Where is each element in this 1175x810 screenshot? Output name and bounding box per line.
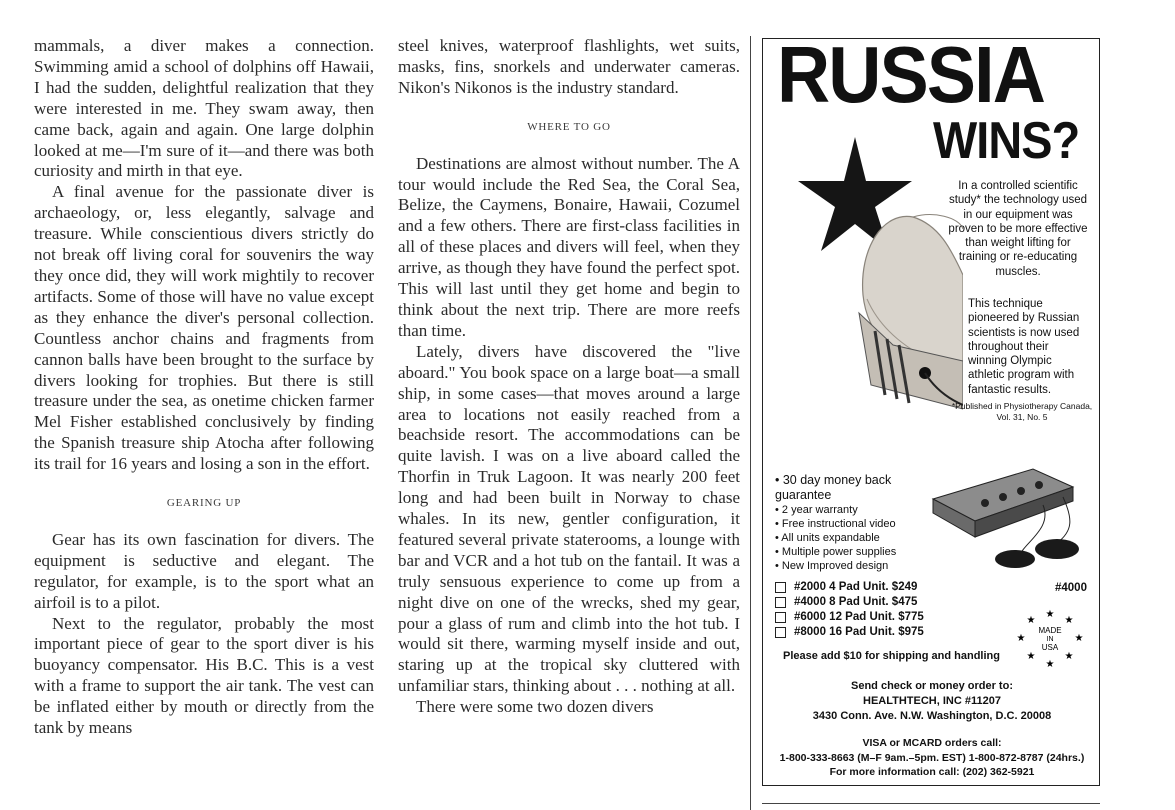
device-photo [923,439,1093,569]
svg-text:★: ★ [1064,615,1074,626]
order-option-label: #8000 16 Pad Unit. $975 [794,626,924,638]
send-line: Send check or money order to: [851,680,1013,692]
svg-text:★: ★ [1045,659,1055,669]
section-heading: WHERE TO GO [527,120,611,133]
svg-text:★: ★ [1045,609,1055,620]
model-number: #4000 [1055,582,1087,594]
body-paragraph: Lately, divers have discovered the "live aboard." You book space on a large boat—a small ship, in some cases—that moves around a large area to locations not easily reached from a beachside resort. The accommodations can be quite lavish. I was on a live aboard called the Thorfin in Truk Lagoon. It was nearly 200 feet long and had been built in Norway to chase whales. In its new, gentler configuration, it featured several private staterooms, a lounge with bar and VCR and a hot tub on the fantail. It was a truly sensuous experience to come up from a night dive on one of the wrecks, shed my gear, pour a glass of rum and climb into the hot tub. I would sit there, warming myself inside and out, staring up at the tropical sky cluttered with unfamiliar stars, thinking about . . . nothing at all. [398,341,740,696]
ad-headline: RUSSIA [777,38,1045,119]
ad-footnote: *Published in Physiotherapy Canada, Vol. 31, No. 5 [951,401,1093,422]
body-paragraph: Next to the regulator, probably the most important piece of gear to the sport diver is his buoyancy compensator. His B.C. This is a vest with a frame to support the air tank. The vest can be inflated either by mouth or directly from the tank by means [34,613,374,738]
checkbox[interactable] [775,627,786,638]
order-option[interactable] [775,580,1085,595]
checkbox[interactable] [775,612,786,623]
body-paragraph: Destinations are almost without number. The A tour would include the Red Sea, the Coral Sea, Belize, the Caymens, Bonaire, Hawaii, Cozumel and a few others. There are first-class facilities in all of these places and divers will feel, when they arrive, as though they have found the perfect spot. This will last until they get home and begin to think about the next trip. There are more reefs than time. [398,153,740,340]
shipping-note: Please add $10 for shipping and handling [783,650,1000,662]
order-option-label: #2000 4 Pad Unit. $249 [794,581,918,593]
article-column-middle [398,36,740,718]
list-item: • 30 day money back guarantee [775,473,892,502]
order-option[interactable] [775,595,1085,610]
usa-label: USA [1041,643,1059,652]
svg-text:★: ★ [1074,633,1084,644]
order-call-line: VISA or MCARD orders call: [862,737,1002,749]
body-paragraph: steel knives, waterproof flashlights, wet suits, masks, fins, snorkels and underwater cameras. Nikon's Nikonos is the industry standard. [398,36,740,97]
phone-numbers: 1-800-333-8663 (M–F 9am.–5pm. EST) 1-800-872-8787 (24hrs.) [779,751,1085,764]
svg-text:★: ★ [1026,615,1036,626]
in-label: IN [1046,636,1054,643]
mailing-address [763,679,1100,724]
ad-subheadline: WINS? [933,112,1080,170]
body-paragraph: mammals, a diver makes a connection. Swimming amid a school of dolphins off Hawaii, I had the sudden, delightful realization that they were interested in me. They swam away, then came back, again and again. One large dolphin looked at me—I'm sure of it—and there was both curiosity and mirth in that eye. [34,36,374,181]
ad-study-text: In a controlled scientific study* the technology used in our equipment was proven to be more effective than weight lifting for training or re-educating muscles. [948,180,1088,278]
section-heading: GEARING UP [166,497,242,510]
list-item: • All units expandable [775,532,880,544]
bottom-rule [762,803,1100,804]
company-name: HEALTHTECH, INC #11207 [863,695,1001,707]
svg-text:★: ★ [1026,651,1036,662]
advertisement [762,38,1100,786]
svg-text:★: ★ [1064,651,1074,662]
order-option-label: #4000 8 Pad Unit. $475 [794,596,918,608]
list-item: • Free instructional video [775,518,896,530]
phone-info [763,736,1100,780]
body-paragraph: Gear has its own fascination for divers. The equipment is seductive and elegant. The regulator, for example, is to the sport what an airfoil is to a pilot. [34,529,374,612]
list-item: • Multiple power supplies [775,546,897,558]
svg-text:★: ★ [1016,633,1026,644]
made-label: MADE [1038,626,1062,635]
body-paragraph: There were some two dozen divers [416,697,654,717]
checkbox[interactable] [775,597,786,608]
list-item: • New Improved design [775,560,889,572]
info-phone: For more information call: (202) 362-5921 [829,766,1035,778]
list-item: • 2 year warranty [775,504,858,516]
ad-technique-text: This technique pioneered by Russian scientists is now used throughout their winning Olympic athletic program with fantastic results. [968,298,1080,396]
order-option-label: #6000 12 Pad Unit. $775 [794,611,924,623]
checkbox[interactable] [775,582,786,593]
made-in-usa-badge [1015,609,1085,669]
company-address: 3430 Conn. Ave. N.W. Washington, D.C. 20008 [812,710,1052,722]
ad-feature-list [775,473,925,573]
body-paragraph: A final avenue for the passionate diver is archaeology, or, less elegantly, salvage and treasure. While conscientious divers strictly do not break off living coral for souvenirs the way they once did, they will work mightily to recover artifacts. Some of those will have no value except as they enhance the diver's personal collection. Countless anchor chains and fragments from cannon balls have been brought to the surface by divers looking for trophies. But there is still treasure under the sea, as onetime chicken farmer Mel Fisher established conclusively by finding the Spanish treasure ship Atocha after following its trail for 16 years and losing a son in the effort. [34,182,374,474]
column-divider [750,36,751,810]
article-column-left [34,36,374,739]
